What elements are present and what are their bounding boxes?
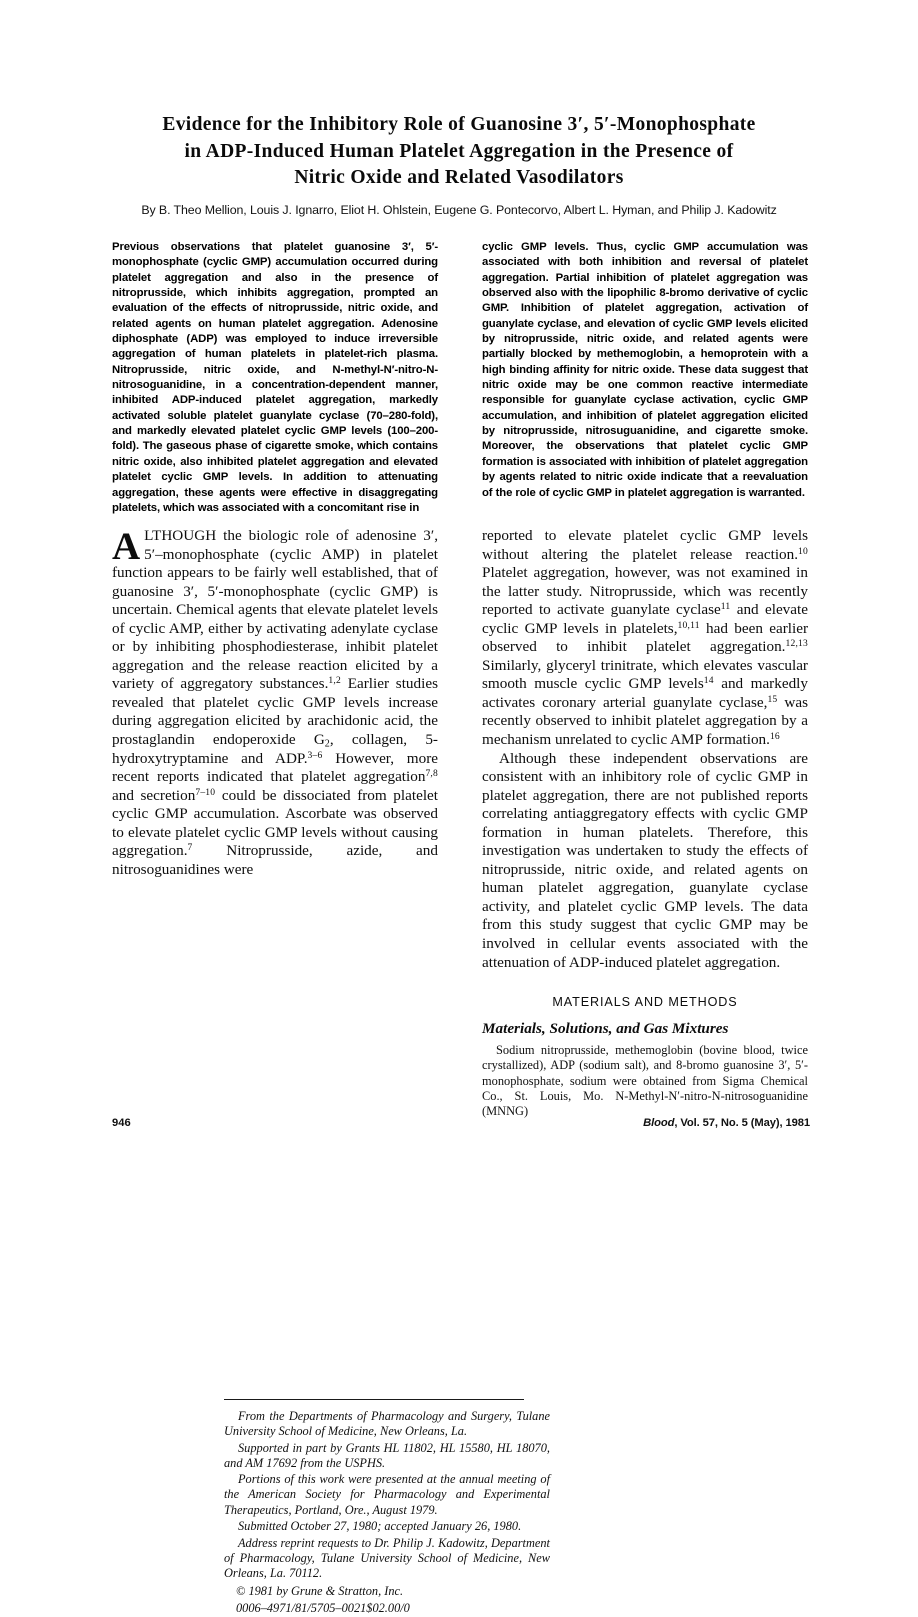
citation-ref-12-13: 12,13 bbox=[785, 638, 808, 650]
abstract bbox=[112, 240, 808, 516]
drop-cap: A bbox=[112, 525, 141, 568]
page-footer bbox=[112, 1117, 810, 1129]
citation-ref-7-8: 7,8 bbox=[425, 768, 438, 780]
footnote-presented: Portions of this work were presented at the annual meeting of the American Society for Pharmacology and Experimental Therapeutics, Portland, Ore., August 1979. bbox=[224, 1472, 550, 1517]
footnote-affiliation: From the Departments of Pharmacology and Surgery, Tulane University School of Medicine, New Orleans, La. bbox=[224, 1409, 550, 1439]
cont-text-a: reported to elevate platelet cyclic GMP levels without altering the platelet release reaction. bbox=[482, 527, 808, 563]
title-block bbox=[108, 112, 810, 192]
cont-text-f: and markedly activates coronary arterial guanylate cyclase, bbox=[482, 675, 808, 711]
citation-ref-3-6: 3–6 bbox=[307, 749, 323, 761]
cont-text-d: had been earlier observed to inhibit platelet aggregation. bbox=[482, 619, 808, 656]
section-heading-materials-and-methods: MATERIALS AND METHODS bbox=[552, 995, 738, 1010]
subsection-heading-materials-solutions-gas: Materials, Solutions, and Gas Mixtures bbox=[482, 1020, 729, 1038]
citation-ref-7: 7 bbox=[187, 842, 193, 854]
intro-text-c: , collagen, 5-hydroxytryptamine and ADP. bbox=[112, 731, 438, 767]
citation-ref-1-2: 1,2 bbox=[328, 675, 341, 687]
intro-text-b: Earlier studies revealed that platelet cyclic GMP levels increase during aggregation elicited by arachidonic acid, the prostaglandin endoperoxide G bbox=[112, 675, 438, 749]
intro-lead-word: LTHOUGH bbox=[144, 527, 217, 544]
footnote-block bbox=[224, 1399, 550, 1617]
body-paragraph-rationale: Although these independent observations are consistent with an inhibitory role of cyclic GMP in platelet aggregation, there are not published reports correlating antiaggregatory effects with cyclic GMP formation in human platelets. Therefore, this investigation was undertaken to study the effects of nitroprusside, nitric oxide, and related agents on human platelet aggregation, guanylate cyclase activity, and platelet cyclic GMP levels. The data from this study suggest that cyclic GMP may be involved in cellular events associated with the attenuation of ADP-induced platelet aggregation. bbox=[482, 749, 808, 971]
footnote-copyright: © 1981 by Grune & Stratton, Inc. bbox=[236, 1584, 404, 1599]
citation-ref-11: 11 bbox=[720, 601, 731, 613]
cont-text-g: was recently observed to inhibit platelet aggregation by a mechanism unrelated to cyclic AMP formation. bbox=[482, 693, 808, 749]
footnote-reprints: Address reprint requests to Dr. Philip J. Kadowitz, Department of Pharmacology, Tulane University School of Medicine, New Orleans, La. 70112. bbox=[224, 1535, 550, 1580]
footnote-divider bbox=[224, 1399, 524, 1400]
footnote-issn-code: 0006–4971/81/5705–0021$02.00/0 bbox=[236, 1600, 410, 1615]
intro-text-d: However, more recent reports indicated that platelet aggregation bbox=[112, 749, 439, 786]
intro-text-g: Nitroprusside, azide, and nitrosoguanidines were bbox=[112, 842, 438, 878]
page-number: 946 bbox=[112, 1117, 131, 1129]
body-paragraph-intro bbox=[112, 527, 438, 879]
abstract-column-right: cyclic GMP levels. Thus, cyclic GMP accumulation was associated with both inhibition and reversal of platelet aggregation. Partial inhibition of platelet aggregation was observed also with the lipophilic 8-bromo derivative of cyclic GMP. Inhibition of platelet aggregation, activation of guanylate cyclase, and elevation of cyclic GMP levels elicited by nitroprusside, nitric oxide, and related agents were partially blocked by methemoglobin, a hemoprotein with a high binding affinity for nitric oxide. These data suggest that nitric oxide may be one common reactive intermediate responsible for guanylate cyclase activation, cyclic GMP accumulation, and inhibition of platelet aggregation elicited by nitroprusside, nitrosuguanidine, and cigarette smoke. Moreover, the observations that platelet cyclic GMP formation is associated with inhibition of platelet aggregation by agents related to nitric oxide indicate that a reevaluation of the role of cyclic GMP in platelet aggregation is warranted. bbox=[482, 241, 808, 499]
intro-text-a: the biologic role of adenosine 3′, 5′–monophosphate (cyclic AMP) in platelet function appears to be fairly well established, that of guanosine 3′, 5′-monophosphate (cyclic GMP) is uncertain. Chemical agents that elevate platelet levels of cyclic AMP, either by activating adenylate cyclase or by inhibiting phosphodiesterase, inhibit platelet aggregation and the release reaction elicited by a variety of aggregatory substances. bbox=[112, 527, 438, 693]
journal-citation bbox=[643, 1117, 810, 1129]
page-title bbox=[108, 112, 810, 192]
intro-text-e: and secretion bbox=[112, 786, 196, 804]
intro-text-f: could be dissociated from platelet cyclic GMP accumulation. Ascorbate was observed to elevate platelet cyclic GMP levels without causing aggregation. bbox=[112, 786, 439, 860]
footnote-submitted: Submitted October 27, 1980; accepted January 26, 1980. bbox=[238, 1519, 522, 1534]
subscript-g2: 2 bbox=[324, 738, 330, 750]
footnote-support: Supported in part by Grants HL 11802, HL 15580, HL 18070, and AM 17692 from the USPHS. bbox=[224, 1440, 550, 1470]
citation-ref-16: 16 bbox=[769, 731, 780, 743]
methods-paragraph: Sodium nitroprusside, methemoglobin (bovine blood, twice crystallized), ADP (sodium salt), and 8-bromo guanosine 3′, 5′-monophosphate, sodium were obtained from Sigma Chemical Co., St. Louis, Mo. N-Methyl-N′-nitro-N-nitrosoguanidine (MNNG) bbox=[482, 1043, 808, 1118]
journal-volume-issue: , Vol. 57, No. 5 (May), 1981 bbox=[674, 1117, 810, 1129]
citation-ref-14: 14 bbox=[703, 675, 714, 687]
title-line-3: Nitric Oxide and Related Vasodilators bbox=[294, 167, 624, 188]
cont-text-c: and elevate cyclic GMP levels in platelets, bbox=[482, 601, 808, 637]
citation-ref-10: 10 bbox=[798, 545, 808, 557]
cont-text-b: Platelet aggregation, however, was not examined in the latter study. Nitroprusside, which was recently reported to activate guanylate cyclase bbox=[482, 564, 808, 619]
title-line-1: Evidence for the Inhibitory Role of Guanosine 3′, 5′-Monophosphate bbox=[162, 114, 756, 135]
cont-text-e: Similarly, glyceryl trinitrate, which elevates vascular smooth muscle cyclic GMP levels bbox=[482, 656, 808, 693]
citation-ref-15: 15 bbox=[767, 693, 778, 705]
citation-ref-7-10: 7–10 bbox=[195, 786, 216, 798]
title-line-2: in ADP-Induced Human Platelet Aggregation in the Presence of bbox=[184, 140, 734, 162]
body-column-right bbox=[482, 527, 808, 1119]
abstract-column-left: Previous observations that platelet guanosine 3′, 5′-monophosphate (cyclic GMP) accumulation occurred during platelet aggregation and also in the presence of nitroprusside, which inhibits aggregation, prompted an evaluation of the effects of nitroprusside, nitric oxide, and related agents on human platelet aggregation. Adenosine diphosphate (ADP) was employed to induce irreversible aggregation of human platelets in platelet-rich plasma. Nitroprusside, nitric oxide, and N-methyl-N′-nitro-N-nitrosoguanidine, in a concentration-dependent manner, inhibited ADP-induced platelet aggregation, markedly activated soluble platelet guanylate cyclase (70–280-fold), and markedly elevated platelet cyclic GMP levels (100–200-fold). The gaseous phase of cigarette smoke, which contains nitric oxide, also inhibited platelet aggregation and elevated platelet cyclic GMP levels. In addition to attenuating aggregation, these agents were effective in disaggregating platelets, which was associated with a concomitant rise in bbox=[112, 241, 438, 514]
journal-name: Blood bbox=[643, 1117, 675, 1129]
body-paragraph-continued bbox=[482, 527, 808, 750]
author-byline: By B. Theo Mellion, Louis J. Ignarro, Eliot H. Ohlstein, Eugene G. Pontecorvo, Albert L. Hyman, and Philip J. Kadowitz bbox=[141, 203, 777, 217]
citation-ref-10-11: 10,11 bbox=[677, 619, 700, 631]
